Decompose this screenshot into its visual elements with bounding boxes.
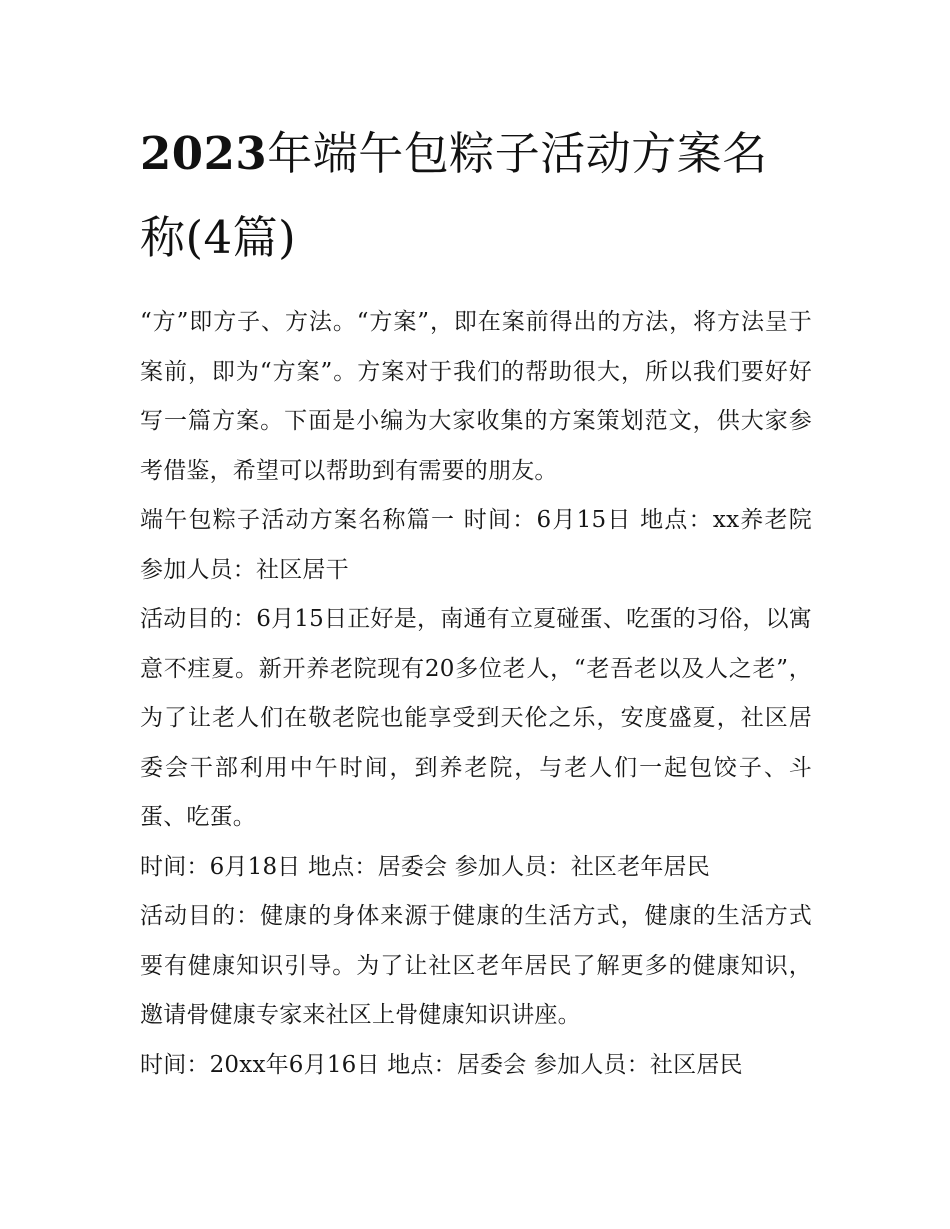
activity-purpose-paragraph: 活动目的：健康的身体来源于健康的生活方式，健康的生活方式要有健康知识引导。为了让社区老年居民了解更多的健康知识，邀请骨健康专家来社区上骨健康知识讲座。	[140, 903, 812, 1028]
document-title	[140, 112, 812, 280]
document-page	[140, 112, 812, 1090]
schedule-line: 时间：6月18日 地点：居委会 参加人员：社区老年居民	[140, 853, 710, 880]
schedule-line: 时间：20xx年6月16日 地点：居委会 参加人员：社区居民	[140, 1051, 743, 1078]
section-one-info: 端午包粽子活动方案名称篇一 时间：6月15日 地点：xx养老院 参加人员：社区居干	[140, 507, 812, 583]
document-body	[140, 298, 812, 1090]
title-year: 2023	[140, 127, 268, 180]
activity-purpose-paragraph: 活动目的：6月15日正好是，南通有立夏碰蛋、吃蛋的习俗，以寓意不疰夏。新开养老院现有20多位老人，“老吾老以及人之老”，为了让老人们在敬老院也能享受到天伦之乐，安度盛夏，社区居委会干部利用中午时间，到养老院，与老人们一起包饺子、斗蛋、吃蛋。	[140, 606, 812, 830]
title-text: 年端午包粽子活动方案名称(4篇)	[140, 127, 768, 264]
intro-paragraph: “方”即方子、方法。“方案”，即在案前得出的方法，将方法呈于案前，即为“方案”。方案对于我们的帮助很大，所以我们要好好写一篇方案。下面是小编为大家收集的方案策划范文，供大家参考借鉴，希望可以帮助到有需要的朋友。	[140, 309, 812, 484]
